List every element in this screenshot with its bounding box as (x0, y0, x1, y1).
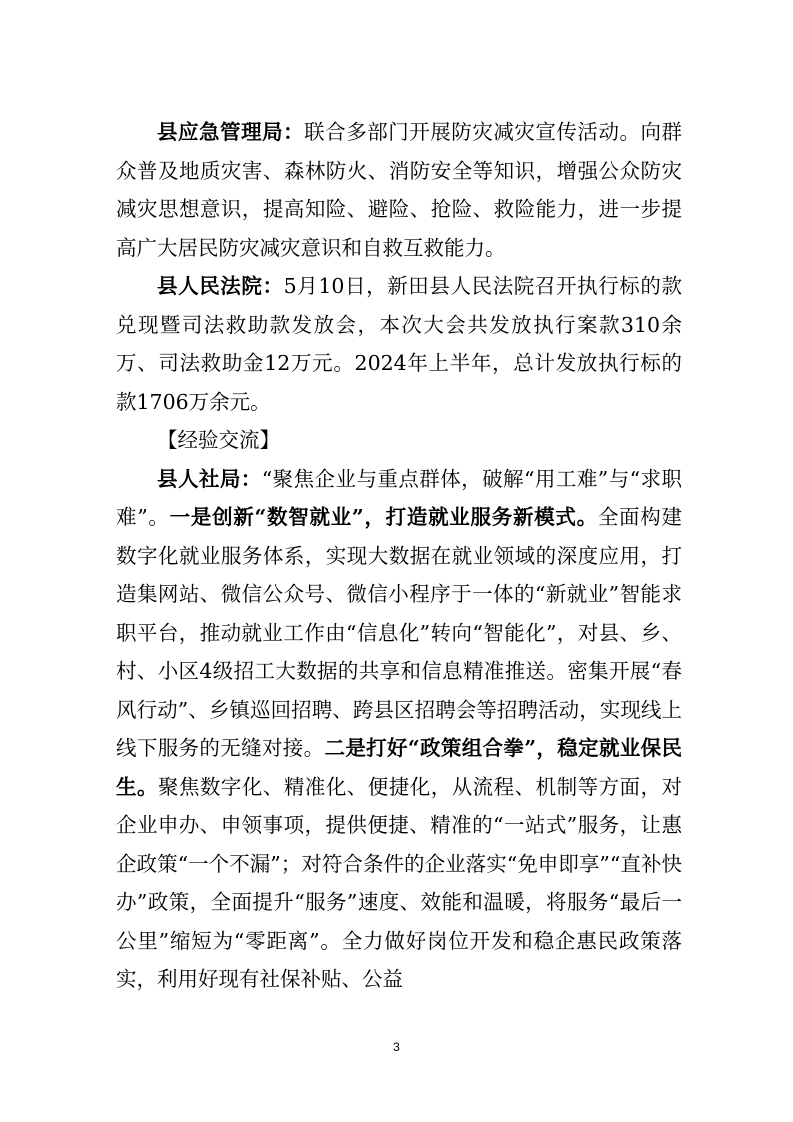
paragraph-label: 县应急管理局： (157, 120, 305, 144)
point-one-title: 一是创新“数智就业”，打造就业服务新模式。 (169, 505, 598, 529)
section-header: 【经验交流】 (157, 428, 280, 452)
paragraph-hr-bureau (116, 460, 682, 999)
point-one-text: 全面构建数字化就业服务体系，实现大数据在就业领域的深度应用，打造集网站、微信公众号、微信小程序于一体的“新就业”智能求职平台，推动就业工作由“信息化”转向“智能化”，对县、乡、村、小区4级招工大数据的共享和信息精准推送。密集开展“春风行动”、乡镇巡回招聘、跨县区招聘会等招聘活动，实现线上线下服务的无缝对接。 (116, 505, 682, 760)
page-number: 3 (393, 1040, 400, 1054)
paragraph-label: 县人民法院： (157, 274, 284, 298)
page-content (116, 113, 682, 999)
paragraph-emergency-bureau (116, 113, 682, 267)
point-two-text: 聚焦数字化、精准化、便捷化，从流程、机制等方面，对企业申办、申领事项，提供便捷、精准的“一站式”服务，让惠企政策“一个不漏”；对符合条件的企业落实“免申即享”“直补快办”政策，全面提升“服务”速度、效能和温暖，将服务“最后一公里”缩短为“零距离”。全力做好岗位开发和稳企惠民政策落实，利用好现有社保补贴、公益 (116, 774, 683, 991)
point-two-title: 二是打好“政策组合拳”，稳定就业保民生。 (116, 736, 682, 799)
paragraph-text: 5月10日，新田县人民法院召开执行标的款兑现暨司法救助款发放会，本次大会共发放执行案款310余万、司法救助金12万元。2024年上半年，总计发放执行标的款1706万余元。 (116, 274, 682, 414)
paragraph-text: 联合多部门开展防灾减灾宣传活动。向群众普及地质灾害、森林防火、消防安全等知识，增强公众防灾减灾思想意识，提高知险、避险、抢险、救险能力，进一步提高广大居民防灾减灾意识和自救互救能力。 (116, 120, 683, 260)
paragraph-peoples-court (116, 267, 682, 421)
paragraph-intro: “聚焦企业与重点群体，破解“用工难”与“求职难”。 (116, 466, 683, 529)
paragraph-label: 县人社局： (157, 466, 262, 491)
